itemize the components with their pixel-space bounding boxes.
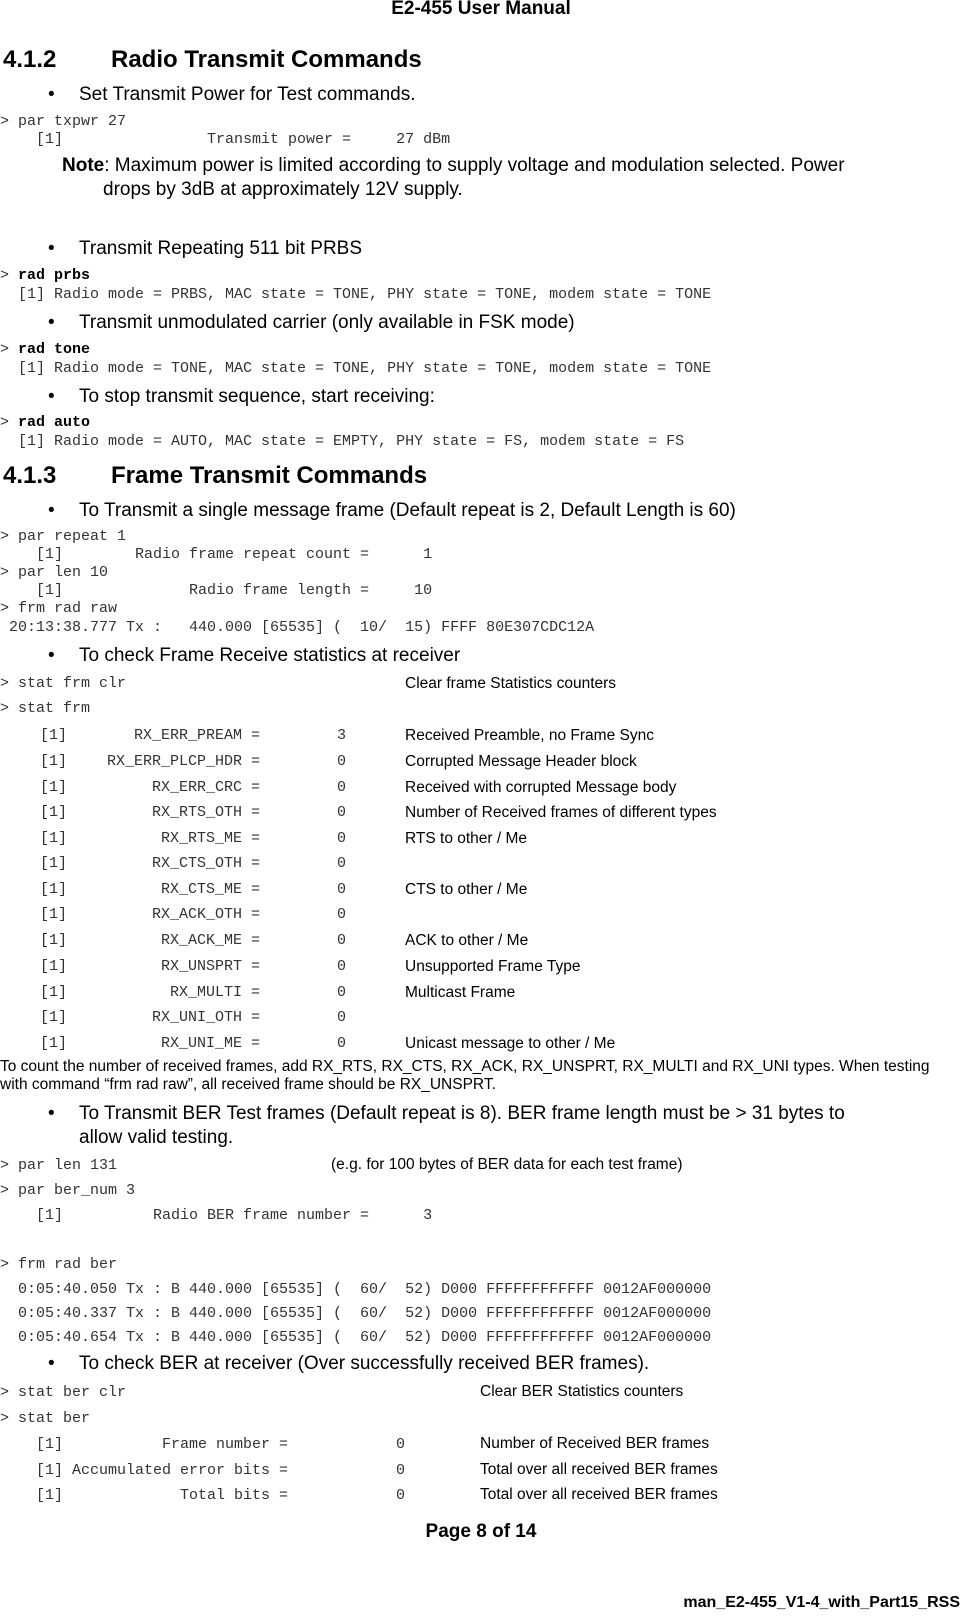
command-line: [0, 267, 90, 284]
stat-row-name: RX_MULTI =: [169, 984, 260, 1001]
note-paragraph: [62, 155, 845, 177]
note-paragraph-cont: drops by 3dB at approximately 12V supply.: [103, 179, 463, 200]
stat-row-value: 0: [337, 984, 347, 1001]
stat-row-description: Unsupported Frame Type: [405, 958, 581, 975]
stat-row-name: RX_ACK_OTH =: [151, 906, 260, 923]
bullet-item: [48, 1353, 650, 1375]
stat-row-value: 0: [337, 804, 347, 821]
bullet-text: To check BER at receiver (Over successfully received BER frames).: [79, 1353, 650, 1374]
command-line: > par len 10: [0, 564, 109, 581]
bullet-icon: •: [48, 500, 55, 521]
stat-row-value: 0: [337, 753, 347, 770]
stat-row-prefix: [1]: [40, 932, 68, 949]
bullet-text-cont: allow valid testing.: [79, 1127, 234, 1148]
bullet-item: [48, 1103, 845, 1125]
bullet-icon: •: [48, 645, 55, 666]
bullet-icon: •: [48, 238, 55, 259]
stat-row-value: 3: [337, 727, 347, 744]
command-line: > stat ber: [0, 1410, 91, 1427]
stat-row-name: RX_RTS_ME =: [160, 830, 260, 847]
bullet-item: [48, 84, 416, 106]
command-output: [1] Radio BER frame number = 3: [0, 1207, 433, 1224]
stat-row-value: 0: [337, 1035, 347, 1052]
bullet-icon: •: [48, 84, 55, 105]
bullet-item: [48, 500, 736, 522]
ber-stat-value: 0: [396, 1462, 406, 1479]
ber-stat-value: 0: [396, 1487, 406, 1504]
stat-row-name: RX_ACK_ME =: [160, 932, 260, 949]
command-line: [0, 414, 90, 431]
page-number: Page 8 of 14: [425, 1521, 537, 1542]
command-output: [1] Radio mode = AUTO, MAC state = EMPTY, PHY state = FS, modem state = FS: [0, 433, 685, 450]
command-text: rad tone: [18, 341, 91, 358]
bullet-text: Set Transmit Power for Test commands.: [79, 84, 416, 105]
stat-row-description: Corrupted Message Header block: [405, 753, 637, 770]
bullet-text: To Transmit BER Test frames (Default repeat is 8). BER frame length must be > 31 bytes to: [79, 1103, 845, 1124]
command-output: [1] Radio mode = TONE, MAC state = TONE, PHY state = TONE, modem state = TONE: [0, 360, 712, 377]
stat-row-prefix: [1]: [40, 984, 68, 1001]
command-line: > par len 131: [0, 1157, 118, 1174]
stat-row-prefix: [1]: [40, 753, 68, 770]
bullet-text: Transmit unmodulated carrier (only available in FSK mode): [79, 312, 575, 333]
stat-row-prefix: [1]: [40, 830, 68, 847]
bullet-icon: •: [48, 386, 55, 407]
prompt: >: [0, 267, 19, 284]
stat-row-value: 0: [337, 906, 347, 923]
stat-row-name: RX_ERR_PREAM =: [133, 727, 260, 744]
ber-stat-label: [1] Total bits =: [0, 1487, 289, 1504]
bullet-icon: •: [48, 1103, 55, 1124]
stat-row-value: 0: [337, 881, 347, 898]
note-text: : Maximum power is limited according to supply voltage and modulation selected. Power: [104, 155, 845, 176]
command-text: rad auto: [18, 414, 91, 431]
command-output: 20:13:38.777 Tx : 440.000 [65535] ( 10/ 15) FFFF 80E307CDC12A: [0, 619, 595, 636]
command-line: > stat frm: [0, 700, 91, 717]
command-line: > par ber_num 3: [0, 1182, 136, 1199]
command-line: > frm rad ber: [0, 1256, 118, 1273]
bullet-item: [48, 312, 575, 334]
stat-row-description: RTS to other / Me: [405, 830, 528, 847]
stat-row-description: ACK to other / Me: [405, 932, 529, 949]
bullet-item: [48, 238, 363, 260]
stat-row-prefix: [1]: [40, 779, 68, 796]
command-output: [1] Radio frame length = 10: [0, 582, 433, 599]
bullet-item: [48, 386, 435, 408]
stat-row-name: RX_ERR_PLCP_HDR =: [106, 753, 260, 770]
command-line: > stat ber clr: [0, 1384, 127, 1401]
stat-row-prefix: [1]: [40, 1035, 68, 1052]
bullet-icon: •: [48, 1353, 55, 1374]
section-heading-4-1-3: [3, 462, 427, 490]
stat-row-name: RX_ERR_CRC =: [151, 779, 260, 796]
bullet-text: Transmit Repeating 511 bit PRBS: [79, 238, 363, 259]
stat-row-description: Unicast message to other / Me: [405, 1035, 616, 1052]
prompt: >: [0, 414, 19, 431]
ber-tx-line: 0:05:40.050 Tx : B 440.000 [65535] ( 60/ 52) D000 FFFFFFFFFFFF 0012AF000000: [0, 1281, 712, 1298]
stat-row-name: RX_CTS_ME =: [160, 881, 260, 898]
command-line: > stat frm clr: [0, 675, 127, 692]
document-header-title: E2-455 User Manual: [391, 0, 571, 19]
command-line: > par txpwr 27: [0, 113, 127, 130]
stat-row-description: Number of Received frames of different types: [405, 804, 717, 821]
ber-stat-label: [1] Accumulated error bits =: [0, 1462, 289, 1479]
stat-row-prefix: [1]: [40, 804, 68, 821]
document-id: man_E2-455_V1-4_with_Part15_RSS: [683, 1594, 960, 1611]
section-number: 4.1.3: [3, 462, 57, 489]
command-output: [1] Transmit power = 27 dBm: [0, 131, 451, 148]
ber-stat-description: Total over all received BER frames: [480, 1461, 718, 1478]
bullet-text: To Transmit a single message frame (Default repeat is 2, Default Length is 60): [79, 500, 736, 521]
stat-row-value: 0: [337, 958, 347, 975]
command-output: [1] Radio frame repeat count = 1: [0, 546, 433, 563]
bullet-text: To stop transmit sequence, start receiving:: [79, 386, 435, 407]
ber-tx-line: 0:05:40.654 Tx : B 440.000 [65535] ( 60/ 52) D000 FFFFFFFFFFFF 0012AF000000: [0, 1329, 712, 1346]
stat-row-prefix: [1]: [40, 1009, 68, 1026]
stat-row-value: 0: [337, 830, 347, 847]
bullet-item: [48, 645, 461, 667]
stat-row-description: Received with corrupted Message body: [405, 779, 677, 796]
command-line: [0, 341, 90, 358]
count-frames-paragraph: To count the number of received frames, add RX_RTS, RX_CTS, RX_ACK, RX_UNSPRT, RX_MULTI and RX_UNI types. When testing with command “frm rad raw”, all received frame should be RX_UNSPRT.: [0, 1058, 930, 1093]
stat-row-name: RX_UNI_OTH =: [151, 1009, 260, 1026]
stat-row-description: Received Preamble, no Frame Sync: [405, 727, 654, 744]
stat-row-prefix: [1]: [40, 958, 68, 975]
stat-row-prefix: [1]: [40, 727, 68, 744]
stat-row-description: CTS to other / Me: [405, 881, 528, 898]
section-title: Radio Transmit Commands: [111, 46, 422, 73]
command-line: > frm rad raw: [0, 600, 118, 617]
note-label: Note: [62, 155, 105, 176]
stat-row-prefix: [1]: [40, 855, 68, 872]
command-description: Clear BER Statistics counters: [480, 1383, 684, 1400]
bullet-text: To check Frame Receive statistics at receiver: [79, 645, 461, 666]
section-heading-4-1-2: [3, 46, 422, 74]
command-description: Clear frame Statistics counters: [405, 675, 617, 692]
command-text: rad prbs: [18, 267, 91, 284]
ber-tx-line: 0:05:40.337 Tx : B 440.000 [65535] ( 60/ 52) D000 FFFFFFFFFFFF 0012AF000000: [0, 1305, 712, 1322]
stat-row-name: RX_UNI_ME =: [160, 1035, 260, 1052]
prompt: >: [0, 341, 19, 358]
stat-row-name: RX_RTS_OTH =: [151, 804, 260, 821]
stat-row-value: 0: [337, 779, 347, 796]
stat-row-prefix: [1]: [40, 881, 68, 898]
stat-row-description: Multicast Frame: [405, 984, 516, 1001]
command-description: (e.g. for 100 bytes of BER data for each test frame): [331, 1156, 683, 1173]
stat-row-value: 0: [337, 932, 347, 949]
stat-row-prefix: [1]: [40, 906, 68, 923]
ber-stat-description: Number of Received BER frames: [480, 1435, 710, 1452]
command-line: > par repeat 1: [0, 528, 127, 545]
stat-row-name: RX_UNSPRT =: [160, 958, 260, 975]
ber-stat-description: Total over all received BER frames: [480, 1486, 718, 1503]
stat-row-value: 0: [337, 1009, 347, 1026]
section-number: 4.1.2: [3, 46, 57, 73]
ber-stat-value: 0: [396, 1436, 406, 1453]
section-title: Frame Transmit Commands: [111, 462, 428, 489]
stat-row-value: 0: [337, 855, 347, 872]
bullet-icon: •: [48, 312, 55, 333]
stat-row-name: RX_CTS_OTH =: [151, 855, 260, 872]
ber-stat-label: [1] Frame number =: [0, 1436, 289, 1453]
command-output: [1] Radio mode = PRBS, MAC state = TONE, PHY state = TONE, modem state = TONE: [0, 286, 712, 303]
